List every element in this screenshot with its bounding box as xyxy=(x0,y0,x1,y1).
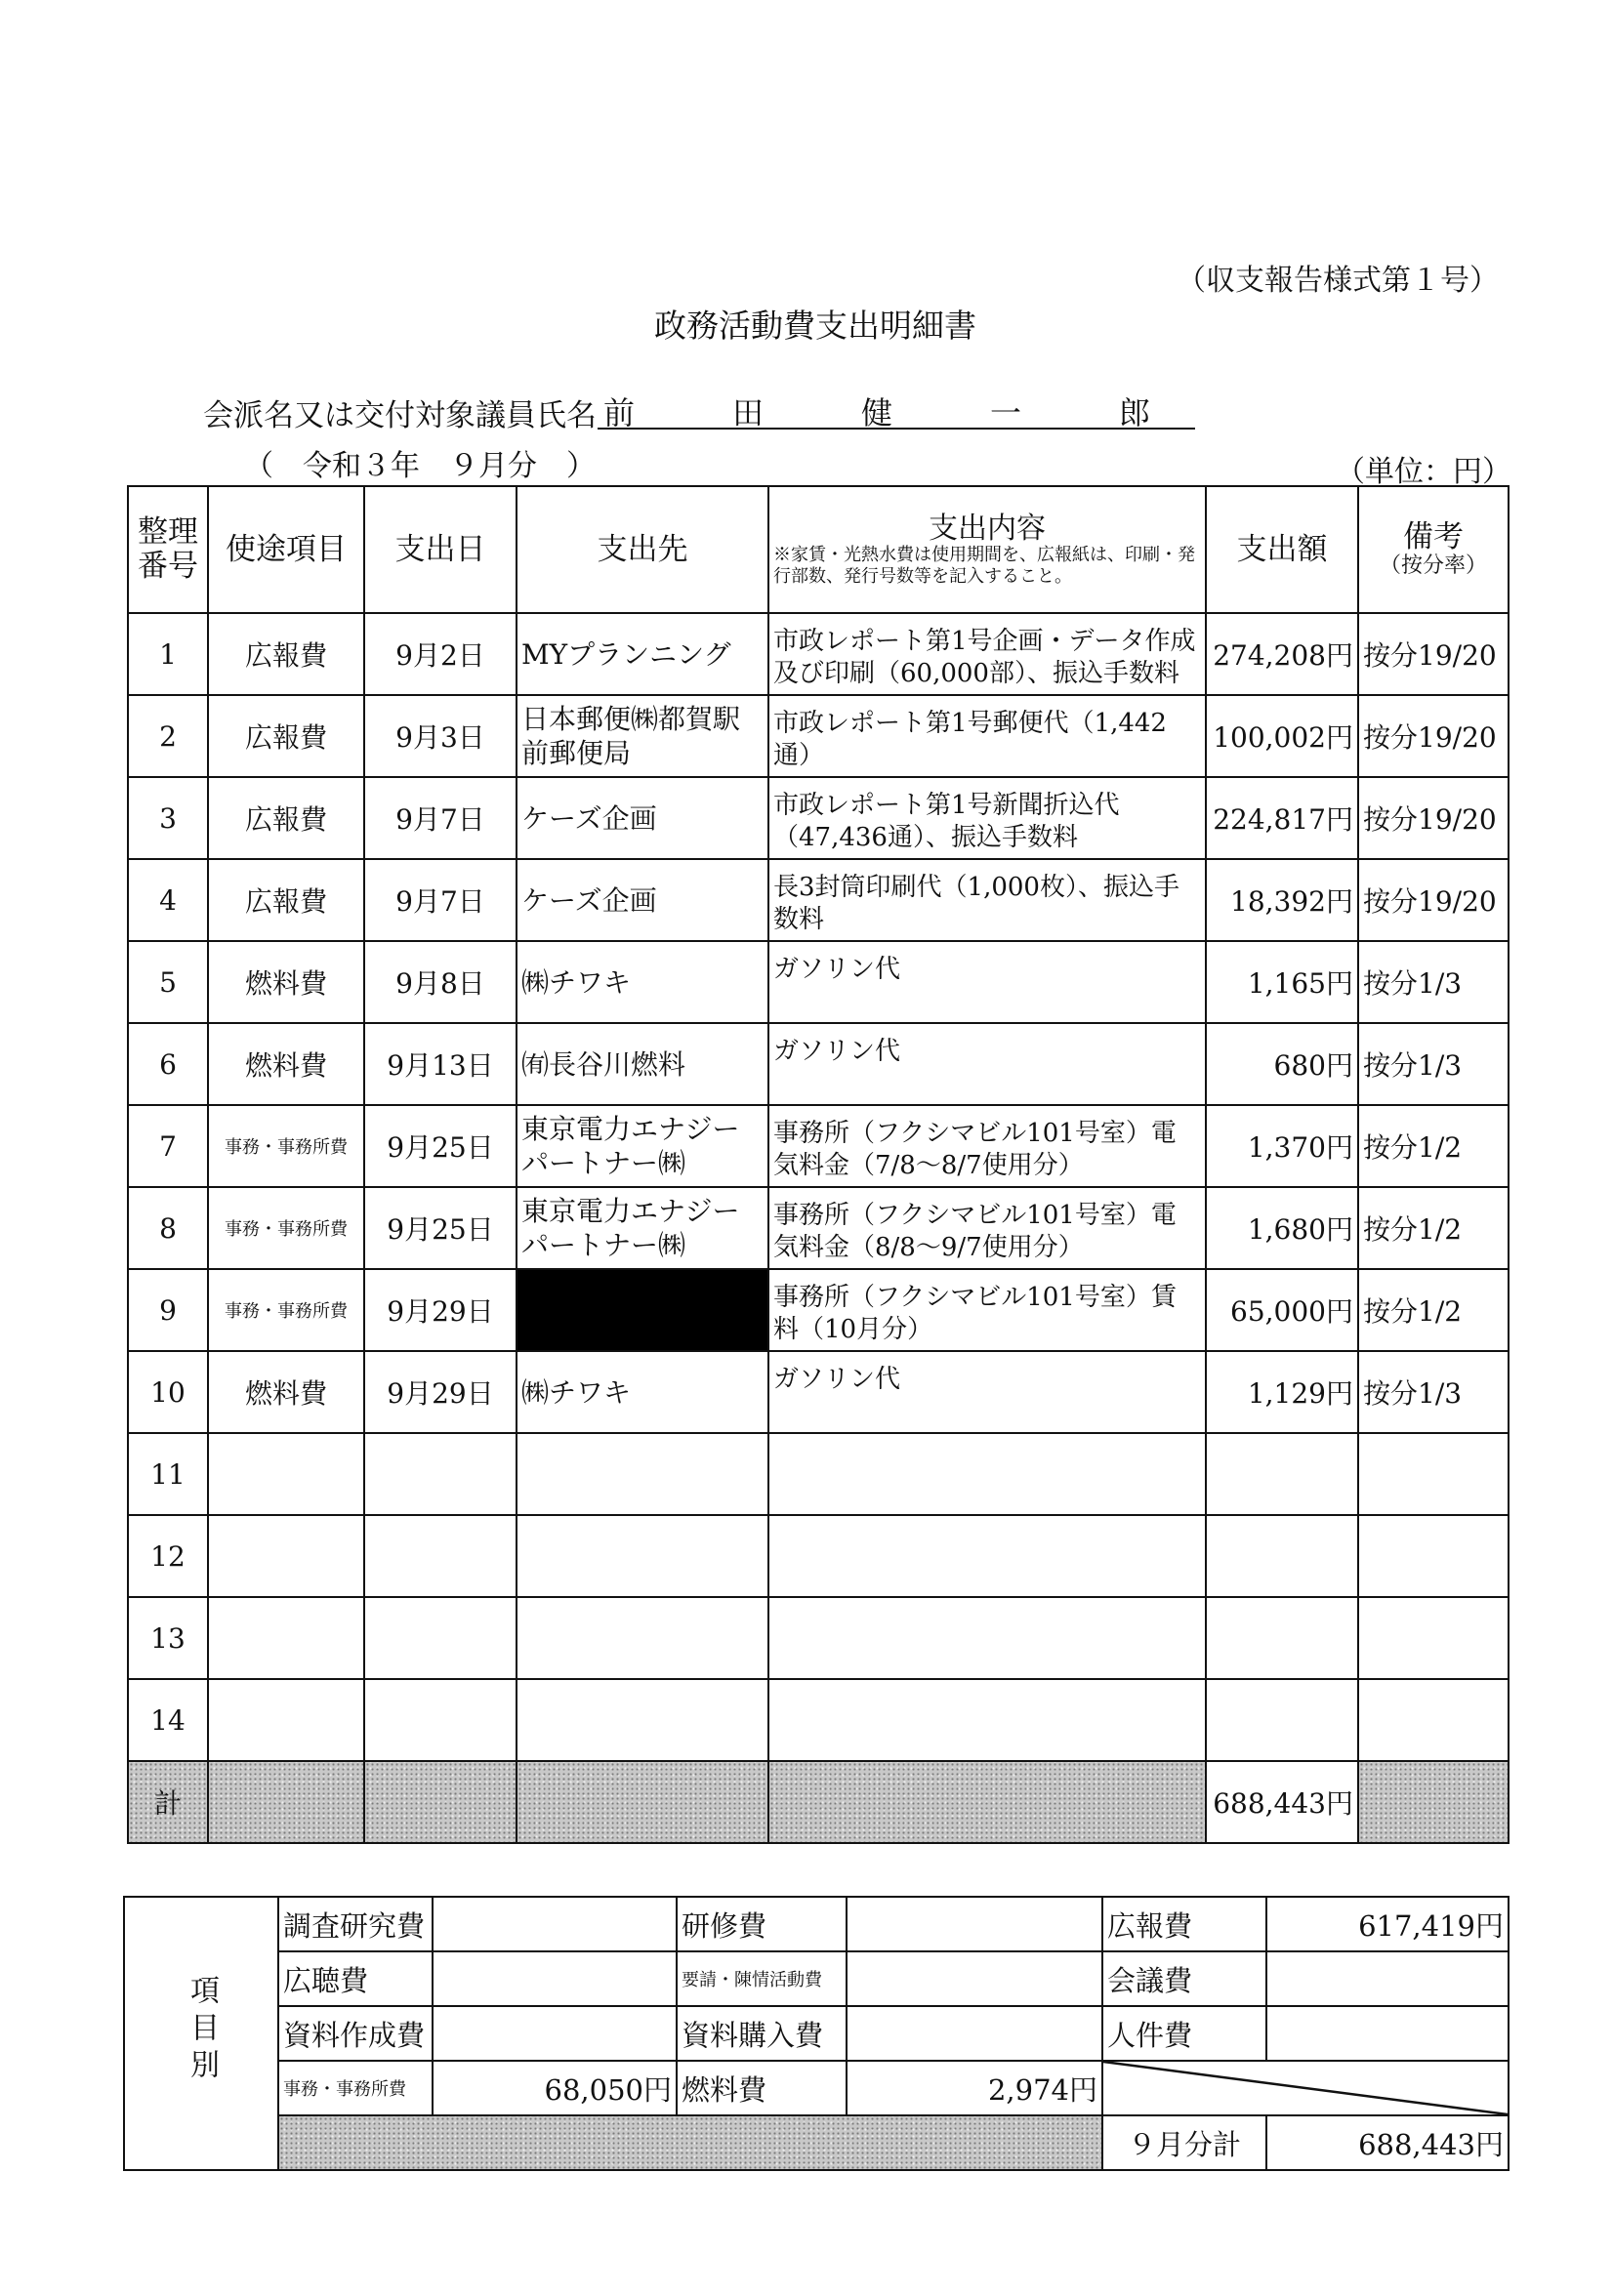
unit-label: （単位：円） xyxy=(1336,455,1511,489)
row-no: 2 xyxy=(128,695,208,777)
row-payee xyxy=(517,1679,768,1761)
meeting-label: 会議費 xyxy=(1102,1951,1266,2006)
row-date xyxy=(364,1433,517,1515)
research-label: 調査研究費 xyxy=(278,1897,433,1951)
training-value xyxy=(847,1897,1102,1951)
row-no: 9 xyxy=(128,1269,208,1351)
row-remarks: 按分19/20 xyxy=(1358,859,1509,941)
table-row xyxy=(128,1187,1509,1269)
month-total-value: 688,443円 xyxy=(1266,2115,1509,2170)
row-category: 燃料費 xyxy=(208,941,364,1023)
row-category: 広報費 xyxy=(208,695,364,777)
fuel-value: 2,974円 xyxy=(847,2061,1102,2115)
row-date: 9月29日 xyxy=(364,1269,517,1351)
row-content: 長3封筒印刷代（1,000枚）、振込手数料 xyxy=(768,859,1206,941)
name-underline xyxy=(598,428,1195,430)
row-category xyxy=(208,1515,364,1597)
petition-value xyxy=(847,1951,1102,2006)
name-char: 一 xyxy=(989,394,1021,431)
row-remarks xyxy=(1358,1515,1509,1597)
row-amount: 224,817円 xyxy=(1206,777,1358,859)
total-amount: 688,443円 xyxy=(1206,1761,1358,1843)
row-no: 6 xyxy=(128,1023,208,1105)
row-no: 12 xyxy=(128,1515,208,1597)
row-payee: 日本郵便㈱都賀駅前郵便局 xyxy=(517,695,768,777)
row-date: 9月7日 xyxy=(364,777,517,859)
row-amount: 1,129円 xyxy=(1206,1351,1358,1433)
row-category: 広報費 xyxy=(208,859,364,941)
materials-label: 資料作成費 xyxy=(278,2006,433,2061)
hearing-label: 広聴費 xyxy=(278,1951,433,2006)
row-content xyxy=(768,1433,1206,1515)
name-char: 健 xyxy=(860,394,892,431)
table-row xyxy=(128,1597,1509,1679)
row-payee: ㈱チワキ xyxy=(517,1351,768,1433)
header-payee: 支出先 xyxy=(517,486,768,613)
purchase-label: 資料購入費 xyxy=(677,2006,847,2061)
row-payee: ㈲長谷川燃料 xyxy=(517,1023,768,1105)
total-row xyxy=(128,1761,1509,1843)
table-row xyxy=(128,1023,1509,1105)
row-remarks xyxy=(1358,1679,1509,1761)
header-date: 支出日 xyxy=(364,486,517,613)
row-content: 事務所（フクシマビル101号室）賃料（10月分） xyxy=(768,1269,1206,1351)
row-payee: MYプランニング xyxy=(517,613,768,695)
row-payee: 東京電力エナジーパートナー㈱ xyxy=(517,1187,768,1269)
personnel-value xyxy=(1266,2006,1509,2061)
row-date: 9月29日 xyxy=(364,1351,517,1433)
shaded-cell xyxy=(208,1761,364,1843)
row-remarks: 按分1/3 xyxy=(1358,1351,1509,1433)
table-row xyxy=(128,1515,1509,1597)
table-row xyxy=(128,941,1509,1023)
row-no: 13 xyxy=(128,1597,208,1679)
form-code: （収支報告様式第１号） xyxy=(1177,264,1499,298)
table-row xyxy=(128,613,1509,695)
row-date: 9月7日 xyxy=(364,859,517,941)
category-summary-table xyxy=(123,1896,1510,2171)
row-amount: 1,680円 xyxy=(1206,1187,1358,1269)
row-no: 3 xyxy=(128,777,208,859)
table-row xyxy=(128,1269,1509,1351)
table-row xyxy=(128,1679,1509,1761)
row-category: 燃料費 xyxy=(208,1023,364,1105)
summary-row xyxy=(124,2006,1509,2061)
publicity-label: 広報費 xyxy=(1102,1897,1266,1951)
row-amount: 680円 xyxy=(1206,1023,1358,1105)
office-value: 68,050円 xyxy=(433,2061,677,2115)
row-payee: ケーズ企画 xyxy=(517,859,768,941)
row-no: 7 xyxy=(128,1105,208,1187)
row-amount: 1,370円 xyxy=(1206,1105,1358,1187)
row-payee: ケーズ企画 xyxy=(517,777,768,859)
row-no: 10 xyxy=(128,1351,208,1433)
row-payee: 東京電力エナジーパートナー㈱ xyxy=(517,1105,768,1187)
row-amount: 1,165円 xyxy=(1206,941,1358,1023)
row-content xyxy=(768,1515,1206,1597)
row-remarks: 按分1/2 xyxy=(1358,1269,1509,1351)
row-content: 事務所（フクシマビル101号室）電気料金（8/8～9/7使用分） xyxy=(768,1187,1206,1269)
research-value xyxy=(433,1897,677,1951)
row-no: 5 xyxy=(128,941,208,1023)
row-category: 燃料費 xyxy=(208,1351,364,1433)
row-no: 14 xyxy=(128,1679,208,1761)
table-header-row xyxy=(128,486,1509,613)
row-category: 事務・事務所費 xyxy=(208,1269,364,1351)
table-row xyxy=(128,695,1509,777)
header-remarks-title: 備考 xyxy=(1403,519,1464,555)
summary-row xyxy=(124,1951,1509,2006)
row-date: 9月3日 xyxy=(364,695,517,777)
redacted-payee xyxy=(517,1269,768,1351)
meeting-value xyxy=(1266,1951,1509,2006)
row-content: 市政レポート第1号企画・データ作成及び印刷（60,000部）、振込手数料 xyxy=(768,613,1206,695)
summary-side-label: 項目別 xyxy=(185,1974,219,2086)
row-content xyxy=(768,1597,1206,1679)
summary-side-label-cell xyxy=(124,1897,278,2170)
shaded-cell xyxy=(278,2115,1102,2170)
office-label: 事務・事務所費 xyxy=(278,2061,433,2115)
crossed-out-cell xyxy=(1102,2061,1509,2115)
row-remarks: 按分19/20 xyxy=(1358,695,1509,777)
document-title: 政務活動費支出明細書 xyxy=(654,307,976,345)
table-row xyxy=(128,777,1509,859)
table-row xyxy=(128,859,1509,941)
hearing-value xyxy=(433,1951,677,2006)
row-remarks xyxy=(1358,1597,1509,1679)
row-amount: 274,208円 xyxy=(1206,613,1358,695)
row-amount: 65,000円 xyxy=(1206,1269,1358,1351)
purchase-value xyxy=(847,2006,1102,2061)
row-category: 広報費 xyxy=(208,777,364,859)
summary-row xyxy=(124,2061,1509,2115)
expense-table xyxy=(127,485,1510,1844)
row-remarks: 按分19/20 xyxy=(1358,613,1509,695)
publicity-value: 617,419円 xyxy=(1266,1897,1509,1951)
row-remarks xyxy=(1358,1433,1509,1515)
fuel-label: 燃料費 xyxy=(677,2061,847,2115)
row-remarks: 按分1/2 xyxy=(1358,1105,1509,1187)
row-remarks: 按分1/3 xyxy=(1358,1023,1509,1105)
header-no: 整理番号 xyxy=(128,486,208,613)
row-no: 1 xyxy=(128,613,208,695)
header-content-note: ※家賃・光熱水費は使用期間を、広報紙は、印刷・発行部数、発行号数等を記入すること。 xyxy=(773,545,1195,587)
period: （ 令和３年 ９月分 ） xyxy=(244,449,596,483)
header-content xyxy=(768,486,1206,613)
table-row xyxy=(128,1433,1509,1515)
materials-value xyxy=(433,2006,677,2061)
table-row xyxy=(128,1351,1509,1433)
row-no: 11 xyxy=(128,1433,208,1515)
training-label: 研修費 xyxy=(677,1897,847,1951)
petition-label: 要請・陳情活動費 xyxy=(677,1951,847,2006)
row-date xyxy=(364,1597,517,1679)
row-content: 事務所（フクシマビル101号室）電気料金（7/8～8/7使用分） xyxy=(768,1105,1206,1187)
row-payee xyxy=(517,1515,768,1597)
row-remarks: 按分1/3 xyxy=(1358,941,1509,1023)
header-category: 使途項目 xyxy=(208,486,364,613)
row-no: 4 xyxy=(128,859,208,941)
row-amount: 18,392円 xyxy=(1206,859,1358,941)
month-total-label: ９月分計 xyxy=(1102,2115,1266,2170)
row-date: 9月2日 xyxy=(364,613,517,695)
table-row xyxy=(128,1105,1509,1187)
summary-total-row xyxy=(124,2115,1509,2170)
row-amount xyxy=(1206,1597,1358,1679)
row-amount xyxy=(1206,1679,1358,1761)
row-content: ガソリン代 xyxy=(768,1351,1206,1433)
row-payee xyxy=(517,1433,768,1515)
row-content xyxy=(768,1679,1206,1761)
row-category: 事務・事務所費 xyxy=(208,1105,364,1187)
name-char: 田 xyxy=(731,394,764,431)
shaded-cell xyxy=(517,1761,768,1843)
row-date xyxy=(364,1679,517,1761)
row-category xyxy=(208,1679,364,1761)
row-content: 市政レポート第1号郵便代（1,442通） xyxy=(768,695,1206,777)
summary-row xyxy=(124,1897,1509,1951)
total-label: 計 xyxy=(128,1761,208,1843)
shaded-cell xyxy=(364,1761,517,1843)
row-date: 9月13日 xyxy=(364,1023,517,1105)
row-date: 9月25日 xyxy=(364,1105,517,1187)
header-amount: 支出額 xyxy=(1206,486,1358,613)
row-category: 事務・事務所費 xyxy=(208,1187,364,1269)
name-char: 前 xyxy=(603,394,636,431)
row-category: 広報費 xyxy=(208,613,364,695)
row-date: 9月8日 xyxy=(364,941,517,1023)
shaded-cell xyxy=(1358,1761,1509,1843)
personnel-label: 人件費 xyxy=(1102,2006,1266,2061)
shaded-cell xyxy=(768,1761,1206,1843)
row-date: 9月25日 xyxy=(364,1187,517,1269)
row-category xyxy=(208,1433,364,1515)
header-remarks-sub: （按分率） xyxy=(1379,554,1487,579)
row-remarks: 按分1/2 xyxy=(1358,1187,1509,1269)
row-amount xyxy=(1206,1433,1358,1515)
row-amount xyxy=(1206,1515,1358,1597)
header-content-title: 支出内容 xyxy=(929,511,1046,546)
row-category xyxy=(208,1597,364,1679)
row-payee xyxy=(517,1597,768,1679)
name-label: 会派名又は交付対象議員氏名 xyxy=(203,398,597,433)
row-payee: ㈱チワキ xyxy=(517,941,768,1023)
row-content: ガソリン代 xyxy=(768,1023,1206,1105)
row-amount: 100,002円 xyxy=(1206,695,1358,777)
row-content: 市政レポート第1号新聞折込代（47,436通）、振込手数料 xyxy=(768,777,1206,859)
row-no: 8 xyxy=(128,1187,208,1269)
name-char: 郎 xyxy=(1118,394,1150,431)
row-content: ガソリン代 xyxy=(768,941,1206,1023)
header-remarks xyxy=(1358,486,1509,613)
row-remarks: 按分19/20 xyxy=(1358,777,1509,859)
row-date xyxy=(364,1515,517,1597)
